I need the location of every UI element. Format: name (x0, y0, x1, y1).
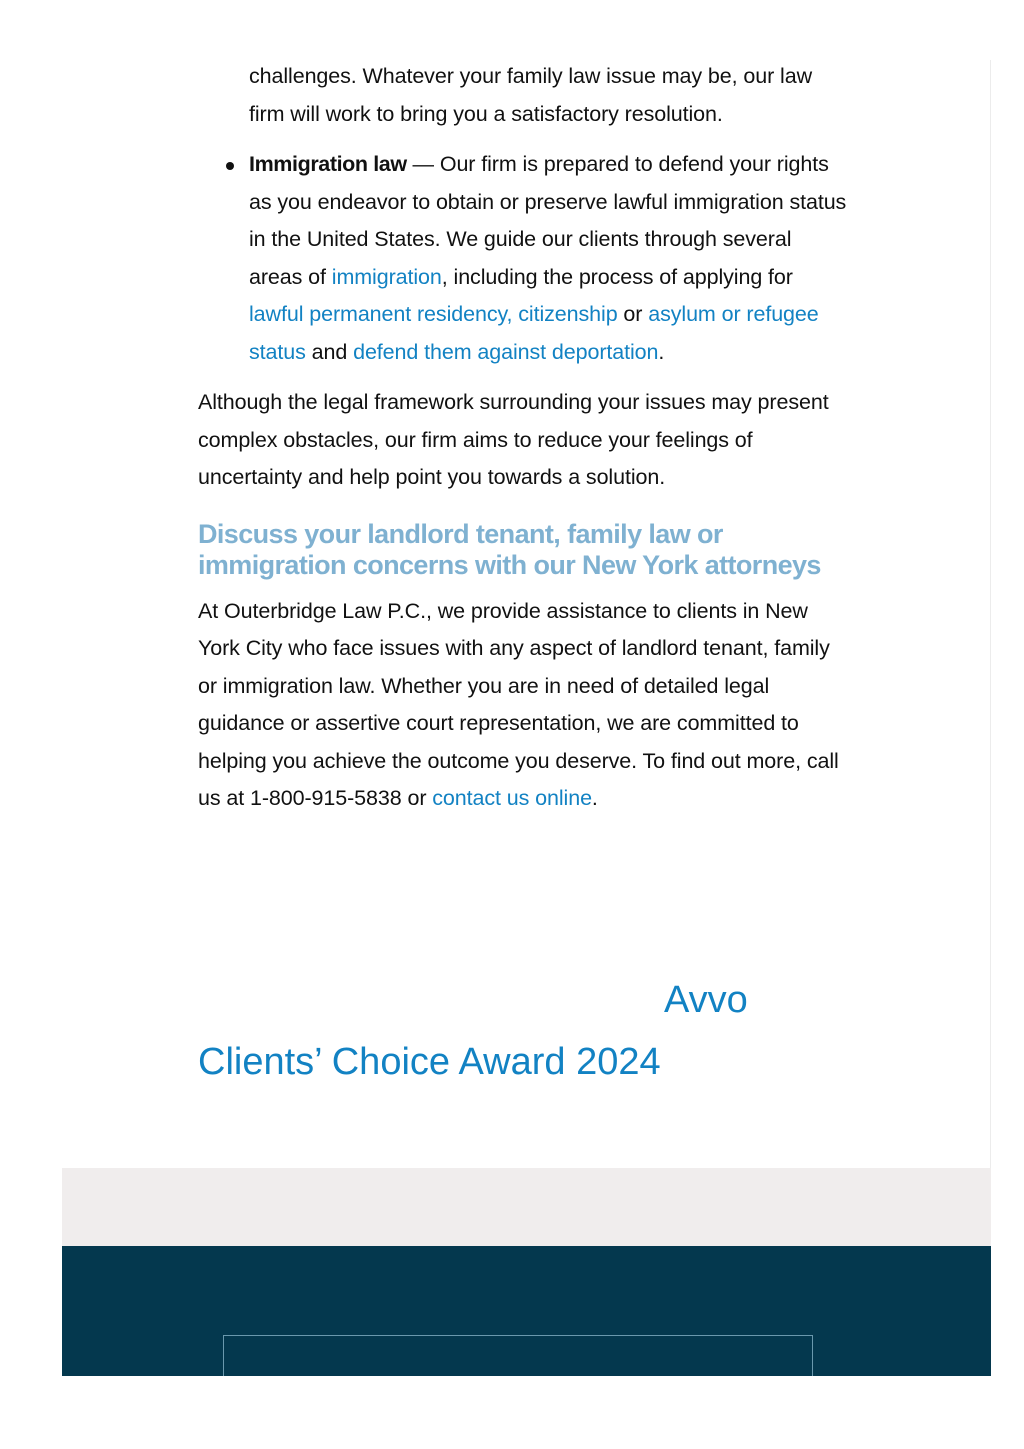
immigration-law-title: Immigration law (249, 152, 407, 176)
continuation-line-2: firm will work to bring you a satisfactory resolution. (249, 101, 723, 126)
immigration-text-4: and (305, 339, 354, 364)
immigration-text-3: or (617, 302, 649, 326)
footer-gray-band (62, 1168, 991, 1246)
immigration-text-2: , including the process of applying for (441, 264, 793, 289)
continuation-line-1: challenges. Whatever your family law issue may be, our law (249, 64, 812, 88)
summary-paragraph: Although the legal framework surrounding your issues may present complex obstacles, our firm aims to reduce your feelings of uncertainty and help point you towards a solution. (198, 390, 829, 489)
immigration-text-1: — Our firm is prepared to defend your rights as you endeavor to obtain or preserve lawful immigration status in the United States. We guide our clients through several areas of (249, 152, 847, 289)
bullet-icon (226, 162, 234, 170)
award-title-clients-choice: Clients’ Choice Award 2024 (198, 1041, 661, 1083)
permanent-residency-link[interactable]: lawful permanent residency, citizenship (249, 302, 618, 326)
contact-us-online-link[interactable]: contact us online (432, 786, 592, 810)
practice-area-list (198, 146, 848, 371)
cta-end: . (591, 786, 598, 810)
cta-heading: Discuss your landlord tenant, family law or immigration concerns with our New York attorneys (198, 518, 821, 580)
immigration-text-5: . (658, 339, 665, 364)
page-edge-divider (990, 60, 991, 1168)
deportation-defense-link[interactable]: defend them against deportation (353, 339, 659, 364)
article-content (198, 58, 848, 818)
list-item-immigration-law (198, 146, 848, 371)
immigration-link[interactable]: immigration (331, 264, 442, 289)
footer-navy-section (62, 1246, 991, 1376)
footer-outline-box (223, 1335, 813, 1376)
family-law-continuation (198, 58, 848, 133)
award-title-avvo: Avvo (664, 979, 748, 1021)
cta-paragraph (198, 593, 848, 818)
asylum-refugee-link[interactable]: asylum or refugee status (249, 302, 819, 364)
cta-text: At Outerbridge Law P.C., we provide assistance to clients in New York City who face issues with any aspect of landlord tenant, family or immigration law. Whether you are in need of detailed legal guidance or assertive court representation, we are committed to helping you achieve the outcome you deserve. To find out more, call us at 1-800-915-5838 or (198, 598, 839, 810)
